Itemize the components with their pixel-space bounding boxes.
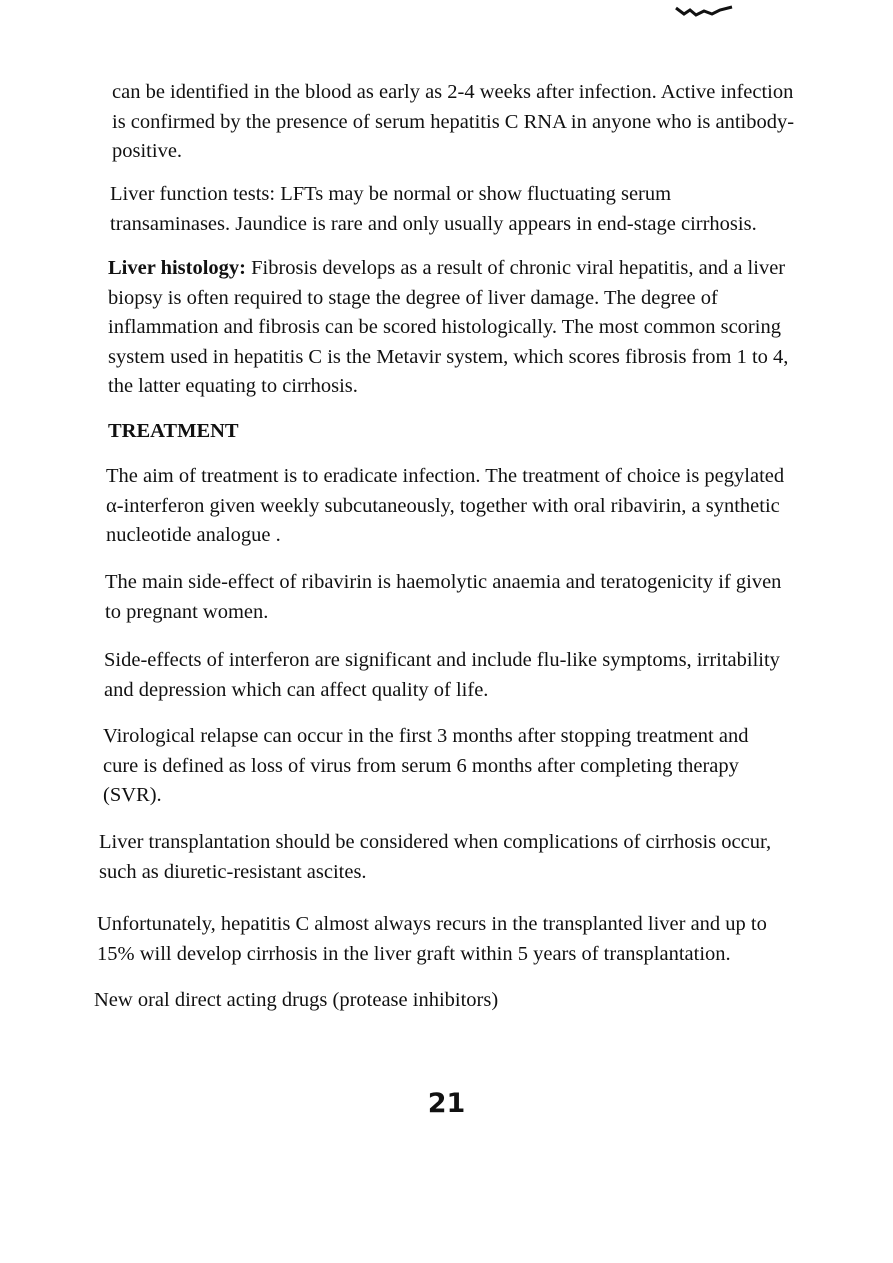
paragraph-interferon-side-effects: Side-effects of interferon are significant and include flu-like symptoms, irritability and depression which can affect quality of life. [104,649,780,701]
paragraph-hepatitis-recurrence: Unfortunately, hepatitis C almost always recurs in the transplanted liver and up to 15% will develop cirrhosis in the liver graft within 5 years of transplantation. [97,913,767,965]
scan-artifact-mark [674,4,734,18]
liver-histology-label: Liver histology: [108,257,246,279]
paragraph-new-oral-drugs: New oral direct acting drugs (protease inhibitors) [94,989,499,1011]
paragraph-liver-function-tests: Liver function tests: LFTs may be normal or show fluctuating serum transaminases. Jaundice is rare and only usually appears in end-stage cirrhosis. [110,183,757,235]
paragraph-blood-detection: can be identified in the blood as early as 2-4 weeks after infection. Active infection is confirmed by the presence of serum hepatitis C RNA in anyone who is antibody- positive. [112,81,795,162]
paragraph-liver-histology: Liver histology: Fibrosis develops as a result of chronic viral hepatitis, and a liver biopsy is often required to stage the degree of liver damage. The degree of inflammation and fibrosis can be scored histologically. The most common scoring system used in hepatitis C is the Metavir system, which scores fibrosis from 1 to 4, the latter equating to cirrhosis. [108,257,789,397]
paragraph-ribavirin-side-effect: The main side-effect of ribavirin is haemolytic anaemia and teratogenicity if given to pregnant women. [105,571,782,623]
page-number: 21 [427,1088,466,1119]
paragraph-virological-relapse: Virological relapse can occur in the first 3 months after stopping treatment and cure is defined as loss of virus from serum 6 months after completing therapy (SVR). [103,725,749,806]
treatment-heading: TREATMENT [108,420,239,442]
paragraph-aim-of-treatment: The aim of treatment is to eradicate infection. The treatment of choice is pegylated α-interferon given weekly subcutaneously, together with oral ribavirin, a synthetic nucleotide analogue . [106,465,785,546]
paragraph-liver-transplantation: Liver transplantation should be considered when complications of cirrhosis occur, such as diuretic-resistant ascites. [99,831,772,883]
